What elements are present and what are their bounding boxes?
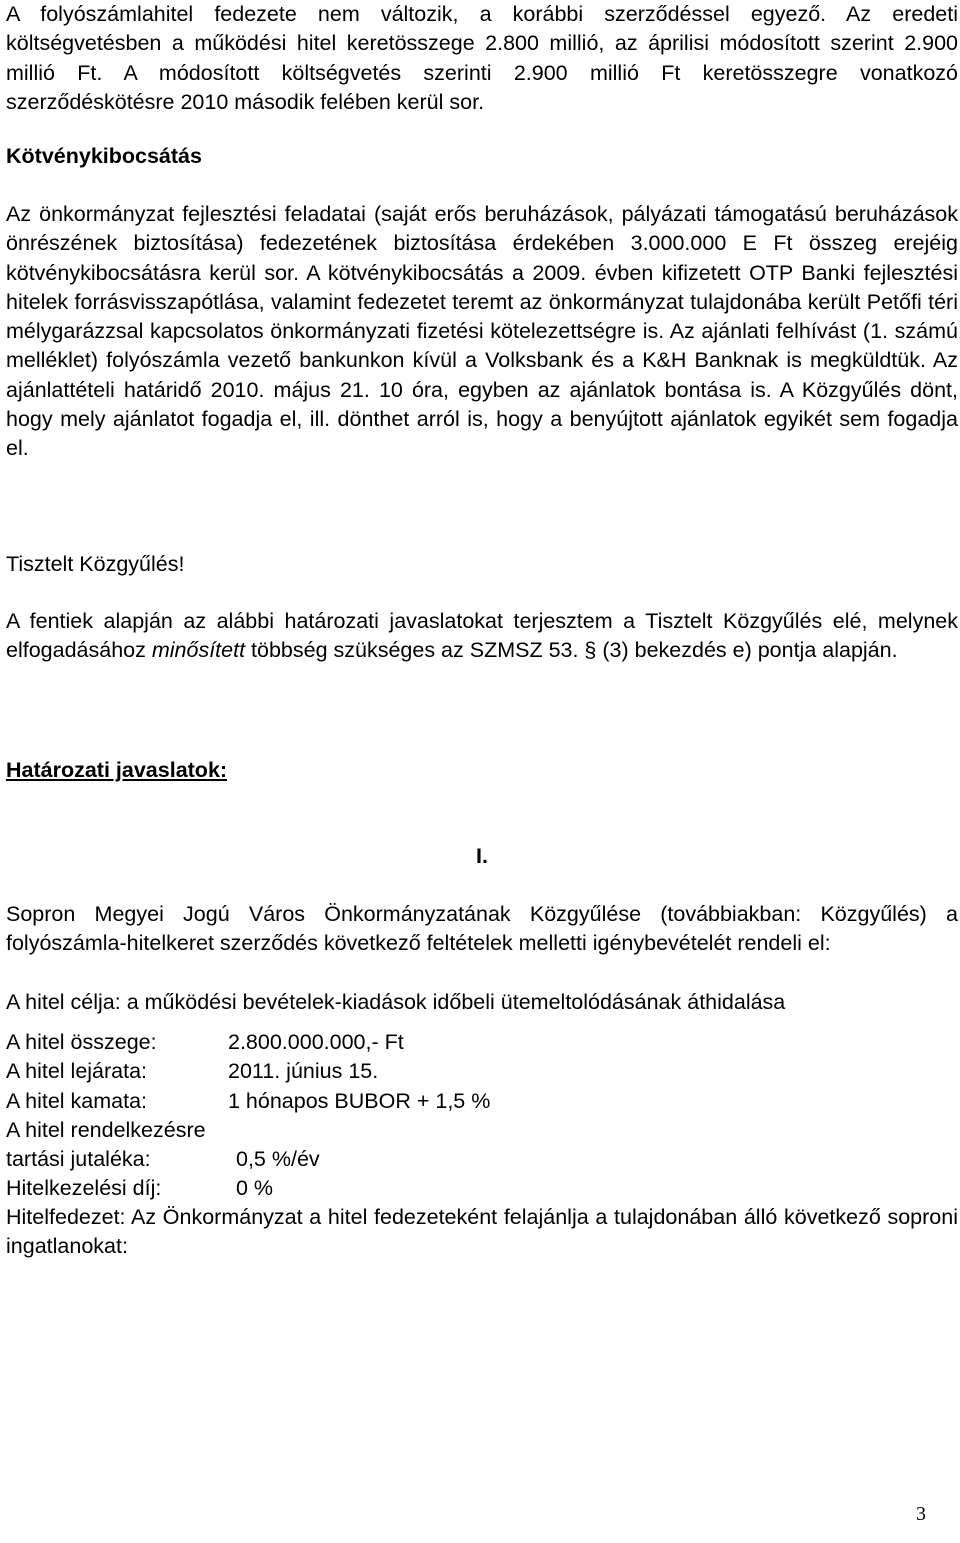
loan-handling-label: Hitelkezelési díj:	[6, 1176, 162, 1201]
loan-amount-row	[6, 1028, 958, 1057]
loan-maturity-row	[6, 1057, 958, 1086]
proposal-paragraph	[6, 607, 958, 666]
loan-amount-label: A hitel összege:	[6, 1030, 157, 1054]
resolution-paragraph: Sopron Megyei Jogú Város Önkormányzatának Közgyűlése (továbbiakban: Közgyűlés) a folyószámla-hitelkeret szerződés következő feltételek melletti igénybevételét rendeli el:	[6, 902, 958, 956]
loan-availability-row-1	[6, 1116, 958, 1145]
proposal-text-b: többség szükséges az SZMSZ 53. § (3) bekezdés e) pontja alapján.	[245, 638, 898, 663]
proposal-italic: minősített	[151, 638, 246, 663]
salutation: Tisztelt Közgyűlés!	[6, 552, 185, 576]
loan-maturity-label: A hitel lejárata:	[6, 1059, 148, 1084]
loan-handling-row	[6, 1174, 958, 1203]
loan-terms	[6, 1028, 958, 1204]
loan-purpose: A hitel célja: a működési bevételek-kiadások időbeli ütemeltolódásának áthidalása	[6, 990, 786, 1014]
loan-interest-label: A hitel kamata:	[6, 1088, 148, 1113]
loan-maturity-value: 2011. június 15.	[228, 1059, 379, 1084]
intro-paragraph: A folyószámlahitel fedezete nem változik, a korábbi szerződéssel egyező. Az eredeti költségvetésben a működési hitel keretösszege 2.800 millió, az áprilisi módosított szerint 2.900 millió Ft. A módosított költségvetés szerinti 2.900 millió Ft keretösszegre vonatkozó szerződéskötésre 2010 második felében kerül sor.	[6, 2, 958, 114]
loan-availability-value: 0,5 %/év	[236, 1147, 320, 1172]
loan-availability-row-2	[6, 1145, 958, 1174]
loan-interest-row	[6, 1087, 958, 1116]
loan-interest-value: 1 hónapos BUBOR + 1,5 %	[228, 1088, 491, 1113]
loan-availability-label-1: A hitel rendelkezésre	[6, 1117, 206, 1142]
bond-paragraph: Az önkormányzat fejlesztési feladatai (saját erős beruházások, pályázati támogatású beruházások önrészének biztosítása) fedezetének biztosítása érdekében 3.000.000 E Ft összeg erejéig kötvénykibocsátásra kerül sor. A kötvénykibocsátás a 2009. évben kifizetett OTP Banki fejlesztési hitelek forrásvisszapótlása, valamint fedezetet teremt az önkormányzat tulajdonába került Petőfi téri mélygarázzsal kapcsolatos önkormányzati fizetési kötelezettségre is. Az ajánlati felhívást (1. számú melléklet) folyószámla vezető bankunkon kívül a Volksbank és a K&H Banknak is megküldtük. Az ajánlattételi határidő 2010. május 21. 10 óra, egyben az ajánlatok bontása is. A Közgyűlés dönt, hogy mely ajánlatot fogadja el, ill. dönthet arról is, hogy a benyújtott ajánlatok egyikét sem fogadja el.	[6, 202, 958, 461]
resolutions-heading-text: Határozati javaslatok:	[6, 758, 228, 782]
bond-heading: Kötvénykibocsátás	[6, 144, 202, 168]
loan-amount-value: 2.800.000.000,- Ft	[228, 1030, 404, 1054]
loan-availability-label-2: tartási jutaléka:	[6, 1147, 151, 1172]
collateral-paragraph: Hitelfedezet: Az Önkormányzat a hitel fedezeteként felajánlja a tulajdonában álló következő soproni ingatlanokat:	[6, 1205, 958, 1259]
page-number: 3	[916, 1503, 926, 1525]
roman-numeral: I.	[476, 844, 488, 868]
proposal-text-a: A fentiek alapján az alábbi határozati javaslatokat terjesztem a Tisztelt Közgyűlés elé, melynek elfogadásához	[6, 609, 958, 663]
resolutions-heading	[6, 756, 958, 785]
loan-handling-value: 0 %	[236, 1176, 274, 1201]
